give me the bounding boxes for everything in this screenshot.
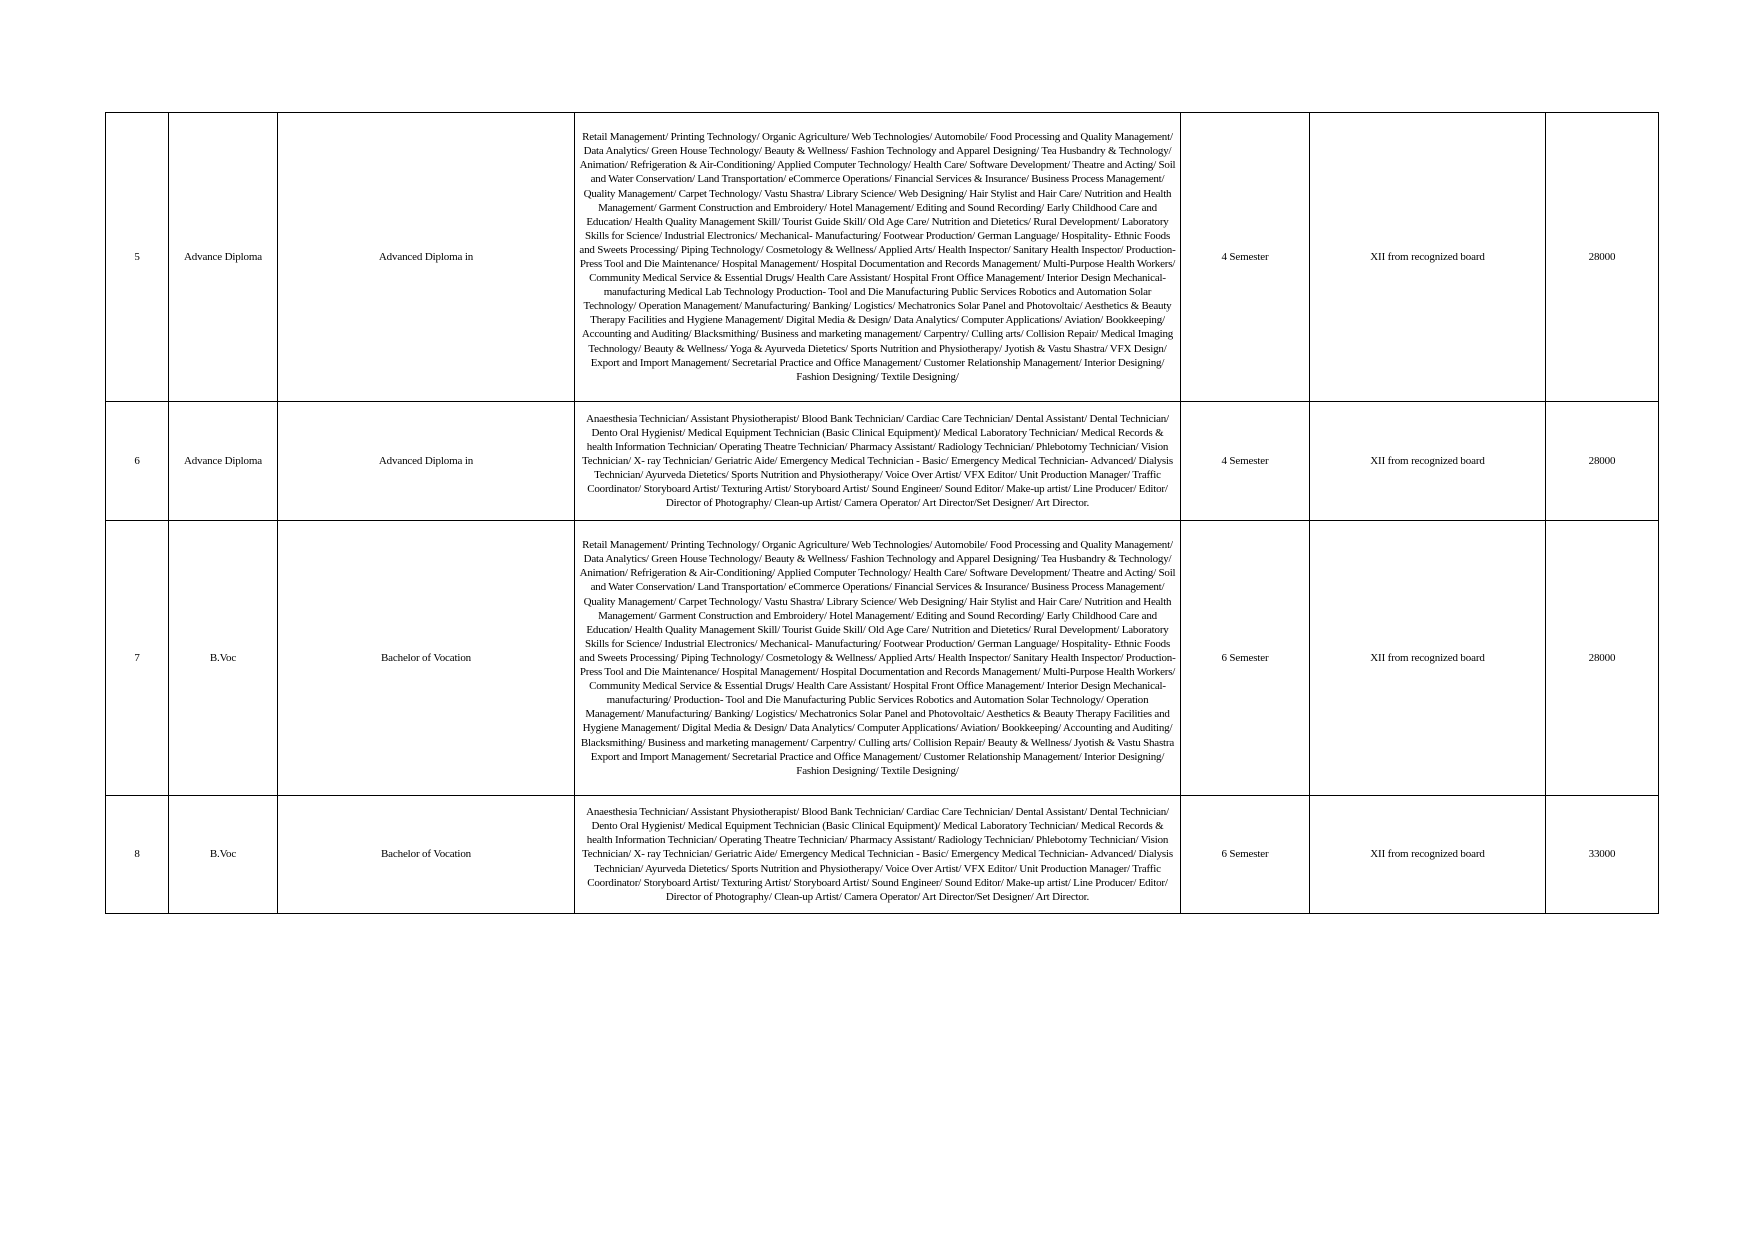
eligibility-cell: XII from recognized board [1310, 402, 1546, 521]
course-name-cell: Bachelor of Vocation [278, 796, 575, 914]
course-type-cell: Advance Diploma [169, 402, 278, 521]
course-type-cell: B.Voc [169, 796, 278, 914]
duration-cell: 4 Semester [1181, 402, 1310, 521]
serial-number-cell: 6 [106, 402, 169, 521]
table-row [106, 521, 1659, 796]
eligibility-cell: XII from recognized board [1310, 113, 1546, 402]
trades-cell: Anaesthesia Technician/ Assistant Physiotherapist/ Blood Bank Technician/ Cardiac Care Technician/ Dental Assistant/ Dental Technician/ Dento Oral Hygienist/ Medical Equipment Technician (Basic Clinical Equipment)/ Medical Laboratory Technician/ Medical Records & health Information Technician/ Operating Theatre Technician/ Pharmacy Assistant/ Radiology Technician/ Phlebotomy Technician/ Vision Technician/ X- ray Technician/ Geriatric Aide/ Emergency Medical Technician - Basic/ Emergency Medical Technician- Advanced/ Dialysis Technician/ Ayurveda Dietetics/ Sports Nutrition and Physiotherapy/ Voice Over Artist/ VFX Editor/ Unit Production Manager/ Traffic Coordinator/ Storyboard Artist/ Texturing Artist/ Storyboard Artist/ Sound Engineer/ Sound Editor/ Make-up artist/ Line Producer/ Editor/ Director of Photography/ Clean-up Artist/ Camera Operator/ Art Director/Set Designer/ Art Director. [575, 402, 1181, 521]
table-row [106, 113, 1659, 402]
trades-cell: Anaesthesia Technician/ Assistant Physiotherapist/ Blood Bank Technician/ Cardiac Care Technician/ Dental Assistant/ Dental Technician/ Dento Oral Hygienist/ Medical Equipment Technician (Basic Clinical Equipment)/ Medical Laboratory Technician/ Medical Records & health Information Technician/ Operating Theatre Technician/ Pharmacy Assistant/ Radiology Technician/ Phlebotomy Technician/ Vision Technician/ X- ray Technician/ Geriatric Aide/ Emergency Medical Technician - Basic/ Emergency Medical Technician- Advanced/ Dialysis Technician/ Ayurveda Dietetics/ Sports Nutrition and Physiotherapy/ Voice Over Artist/ VFX Editor/ Unit Production Manager/ Traffic Coordinator/ Storyboard Artist/ Texturing Artist/ Storyboard Artist/ Sound Engineer/ Sound Editor/ Make-up artist/ Line Producer/ Editor/ Director of Photography/ Clean-up Artist/ Camera Operator/ Art Director/Set Designer/ Art Director. [575, 796, 1181, 914]
trades-cell: Retail Management/ Printing Technology/ Organic Agriculture/ Web Technologies/ Automobile/ Food Processing and Quality Management/ Data Analytics/ Green House Technology/ Beauty & Wellness/ Fashion Technology and Apparel Designing/ Tea Husbandry & Technology/ Animation/ Refrigeration & Air-Conditioning/ Applied Computer Technology/ Health Care/ Software Development/ Theatre and Acting/ Soil and Water Conservation/ Land Transportation/ eCommerce Operations/ Financial Services & Insurance/ Business Process Management/ Quality Management/ Carpet Technology/ Vastu Shastra/ Library Science/ Web Designing/ Hair Stylist and Hair Care/ Nutrition and Health Management/ Garment Construction and Embroidery/ Hotel Management/ Editing and Sound Recording/ Early Childhood Care and Education/ Health Quality Management Skill/ Tourist Guide Skill/ Old Age Care/ Nutrition and Dietetics/ Rural Development/ Laboratory Skills for Science/ Industrial Electronics/ Mechanical- Manufacturing/ Footwear Production/ German Language/ Hospitality- Ethnic Foods and Sweets Processing/ Piping Technology/ Cosmetology & Wellness/ Applied Arts/ Health Inspector/ Sanitary Health Inspector/ Production- Press Tool and Die Maintenance/ Hospital Management/ Hospital Documentation and Records Management/ Multi-Purpose Health Workers/ Community Medical Service & Essential Drugs/ Health Care Assistant/ Hospital Front Office Management/ Interior Design Mechanical- manufacturing/ Production- Tool and Die Manufacturing Public Services Robotics and Automation Solar Technology/ Operation Management/ Manufacturing/ Banking/ Logistics/ Mechatronics Solar Panel and Photovoltaic/ Aesthetics & Beauty Therapy Facilities and Hygiene Management/ Digital Media & Design/ Data Analytics/ Computer Applications/ Aviation/ Bookkeeping/ Accounting and Auditing/ Blacksmithing/ Business and marketing management/ Carpentry/ Culling arts/ Collision Repair/ Beauty & Wellness/ Jyotish & Vastu Shastra Export and Import Management/ Secretarial Practice and Office Management/ Customer Relationship Management/ Interior Designing/ Fashion Designing/ Textile Designing/ [575, 521, 1181, 796]
table-row [106, 796, 1659, 914]
eligibility-cell: XII from recognized board [1310, 796, 1546, 914]
fee-cell: 33000 [1546, 796, 1659, 914]
serial-number-cell: 7 [106, 521, 169, 796]
course-name-cell: Advanced Diploma in [278, 402, 575, 521]
eligibility-cell: XII from recognized board [1310, 521, 1546, 796]
trades-cell: Retail Management/ Printing Technology/ Organic Agriculture/ Web Technologies/ Automobile/ Food Processing and Quality Management/ Data Analytics/ Green House Technology/ Beauty & Wellness/ Fashion Technology and Apparel Designing/ Tea Husbandry & Technology/ Animation/ Refrigeration & Air-Conditioning/ Applied Computer Technology/ Health Care/ Software Development/ Theatre and Acting/ Soil and Water Conservation/ Land Transportation/ eCommerce Operations/ Financial Services & Insurance/ Business Process Management/ Quality Management/ Carpet Technology/ Vastu Shastra/ Library Science/ Web Designing/ Hair Stylist and Hair Care/ Nutrition and Health Management/ Garment Construction and Embroidery/ Hotel Management/ Editing and Sound Recording/ Early Childhood Care and Education/ Health Quality Management Skill/ Tourist Guide Skill/ Old Age Care/ Nutrition and Dietetics/ Rural Development/ Laboratory Skills for Science/ Industrial Electronics/ Mechanical- Manufacturing/ Footwear Production/ German Language/ Hospitality- Ethnic Foods and Sweets Processing/ Piping Technology/ Cosmetology & Wellness/ Applied Arts/ Health Inspector/ Sanitary Health Inspector/ Production- Press Tool and Die Maintenance/ Hospital Management/ Hospital Documentation and Records Management/ Multi-Purpose Health Workers/ Community Medical Service & Essential Drugs/ Health Care Assistant/ Hospital Front Office Management/ Interior Design Mechanical- manufacturing Medical Lab Technology Production- Tool and Die Manufacturing Public Services Robotics and Automation Solar Technology/ Operation Management/ Manufacturing/ Banking/ Logistics/ Mechatronics Solar Panel and Photovoltaic/ Aesthetics & Beauty Therapy Facilities and Hygiene Management/ Digital Media & Design/ Data Analytics/ Computer Applications/ Aviation/ Bookkeeping/ Accounting and Auditing/ Blacksmithing/ Business and marketing management/ Carpentry/ Culling arts/ Collision Repair/ Medical Imaging Technology/ Beauty & Wellness/ Yoga & Ayurveda Dietetics/ Sports Nutrition and Physiotherapy/ Jyotish & Vastu Shastra/ VFX Design/ Export and Import Management/ Secretarial Practice and Office Management/ Customer Relationship Management/ Interior Designing/ Fashion Designing/ Textile Designing/ [575, 113, 1181, 402]
course-type-cell: B.Voc [169, 521, 278, 796]
duration-cell: 6 Semester [1181, 521, 1310, 796]
course-type-cell: Advance Diploma [169, 113, 278, 402]
course-table [105, 112, 1659, 914]
fee-cell: 28000 [1546, 402, 1659, 521]
serial-number-cell: 8 [106, 796, 169, 914]
course-name-cell: Bachelor of Vocation [278, 521, 575, 796]
duration-cell: 4 Semester [1181, 113, 1310, 402]
fee-cell: 28000 [1546, 521, 1659, 796]
duration-cell: 6 Semester [1181, 796, 1310, 914]
course-name-cell: Advanced Diploma in [278, 113, 575, 402]
fee-cell: 28000 [1546, 113, 1659, 402]
serial-number-cell: 5 [106, 113, 169, 402]
table-row [106, 402, 1659, 521]
